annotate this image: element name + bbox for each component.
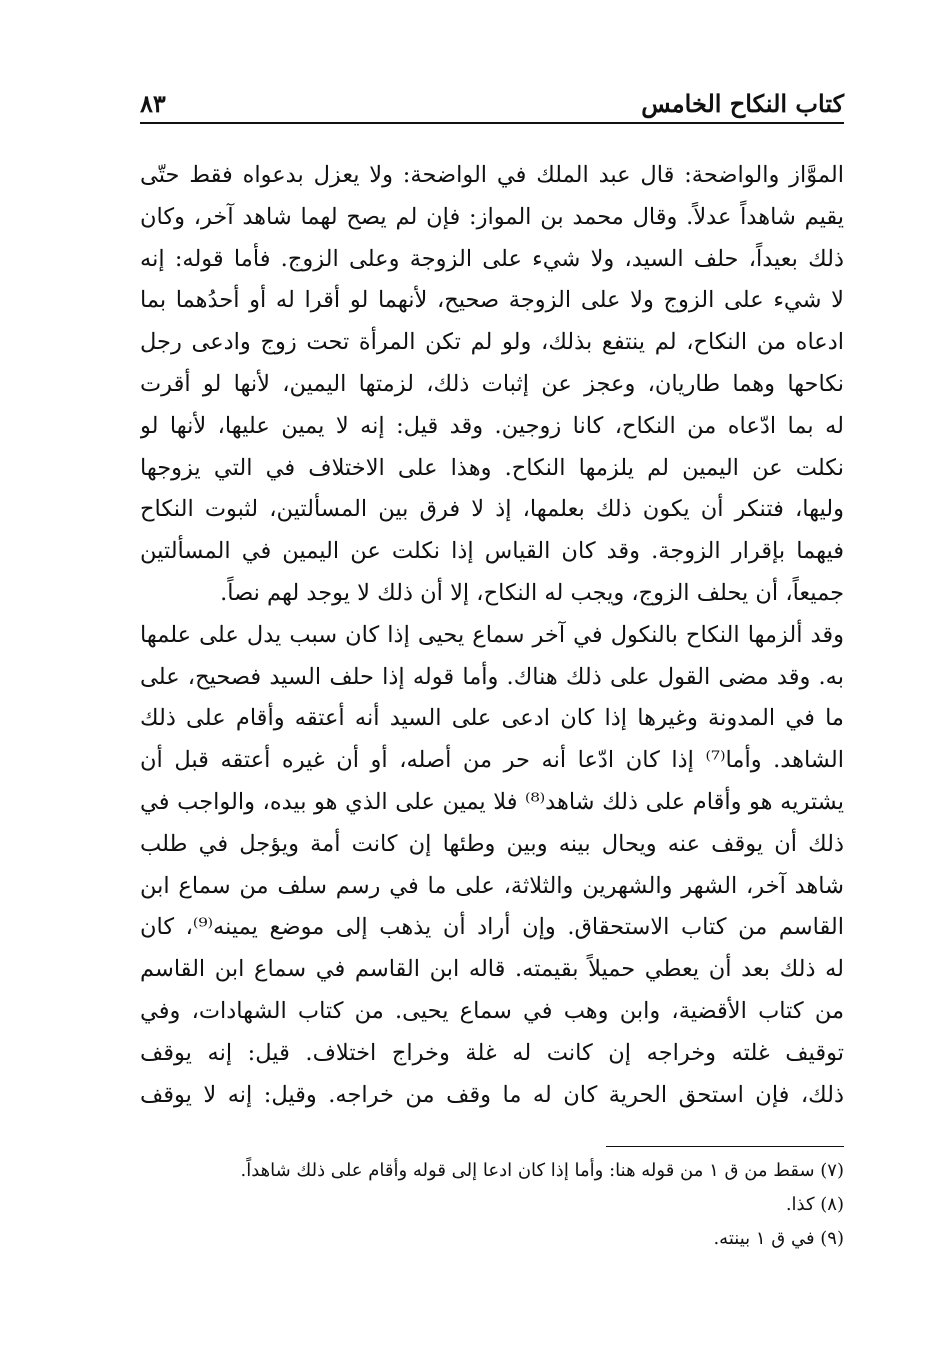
text-line: جميعاً، أن يحلف الزوج، ويجب له النكاح، إلا أن ذلك لا يوجد لهم نصاً. xyxy=(220,579,844,606)
text-line: لا شيء على الزوج ولا على الزوجة صحيح، لأنهما لو أقرا له أو أحدُهما بما xyxy=(140,287,844,314)
footnote: (٧) سقط من ق ١ من قوله هنا: وأما إذا كان ادعا إلى قوله وأقام على ذلك شاهداً. xyxy=(240,1160,844,1181)
text-line: وليها، فتنكر أن يكون ذلك بعلمها، إذ لا فرق بين المسألتين، لثبوت النكاح xyxy=(140,496,844,523)
text-line: يقيم شاهداً عدلاً. وقال محمد بن المواز: فإن لم يصح لهما شاهد آخر، وكان xyxy=(140,203,844,230)
text-line: وقد ألزمها النكاح بالنكول في آخر سماع يحيى إذا كان سبب يدل على علمها xyxy=(140,621,844,648)
footnote-separator xyxy=(606,1146,844,1147)
text-line: له بما ادّعاه من النكاح، كانا زوجين. وقد قيل: إنه لا يمين عليها، لأنها لو xyxy=(140,412,844,439)
text-line: نكاحها وهما طاريان، وعجز عن إثبات ذلك، لزمتها اليمين، لأنها لو أقرت xyxy=(140,370,844,397)
text-line: من كتاب الأقضية، وابن وهب في سماع يحيى. من كتاب الشهادات، وفي xyxy=(140,997,844,1024)
text-line: توقيف غلته وخراجه إن كانت له غلة وخراج اختلاف. قيل: إنه يوقف xyxy=(140,1039,844,1066)
text-line: له ذلك بعد أن يعطي حميلاً بقيمته. قاله ابن القاسم في سماع ابن القاسم xyxy=(140,956,844,983)
text-line: ذلك أن يوقف عنه ويحال بينه وبين وطئها إن كانت أمة ويؤجل في طلب xyxy=(140,830,844,857)
footnote: (٩) في ق ١ بينته. xyxy=(713,1228,844,1249)
text-line: ذلك بعيداً، حلف السيد، ولا شيء على الزوجة وعلى الزوج. فأما قوله: إنه xyxy=(140,245,844,272)
text-line: الشاهد. وأما⁽⁷⁾ إذا كان ادّعا أنه حر من أصله، أو أن غيره أعتقه قبل أن xyxy=(140,747,844,774)
text-line: ذلك، فإن استحق الحرية كان له ما وقف من خراجه. وقيل: إنه لا يوقف xyxy=(140,1081,844,1108)
text-line: به. وقد مضى القول على ذلك هناك. وأما قوله إذا حلف السيد فصحيح، على xyxy=(140,663,844,690)
text-line: القاسم من كتاب الاستحقاق. وإن أراد أن يذهب إلى موضع يمينه⁽⁹⁾، كان xyxy=(140,914,844,941)
running-header xyxy=(140,88,844,124)
main-text xyxy=(140,155,844,1116)
text-line: فيهما بإقرار الزوجة. وقد كان القياس إذا نكلت عن اليمين في المسألتين xyxy=(140,538,844,565)
text-line: نكلت عن اليمين لم يلزمها النكاح. وهذا على الاختلاف في التي يزوجها xyxy=(140,454,844,481)
text-line: يشتريه هو وأقام على ذلك شاهد⁽⁸⁾ فلا يمين على الذي هو بيده، والواجب في xyxy=(140,788,844,815)
page-number: ٨٣ xyxy=(140,89,166,118)
running-title: كتاب النكاح الخامس xyxy=(641,89,844,118)
text-line: ما في المدونة وغيرها إذا كان ادعى على السيد أنه أعتقه وأقام على ذلك xyxy=(140,705,844,732)
text-line: شاهد آخر، الشهر والشهرين والثلاثة، على ما في رسم سلف من سماع ابن xyxy=(140,872,844,899)
text-line: الموَّاز والواضحة: قال عبد الملك في الواضحة: ولا يعزل بدعواه فقط حتّى xyxy=(140,162,844,188)
footnote: (٨) كذا. xyxy=(785,1194,844,1215)
footnotes xyxy=(140,1154,844,1256)
text-line: ادعاه من النكاح، لم ينتفع بذلك، ولو لم تكن المرأة تحت زوج وادعى رجل xyxy=(140,329,844,356)
